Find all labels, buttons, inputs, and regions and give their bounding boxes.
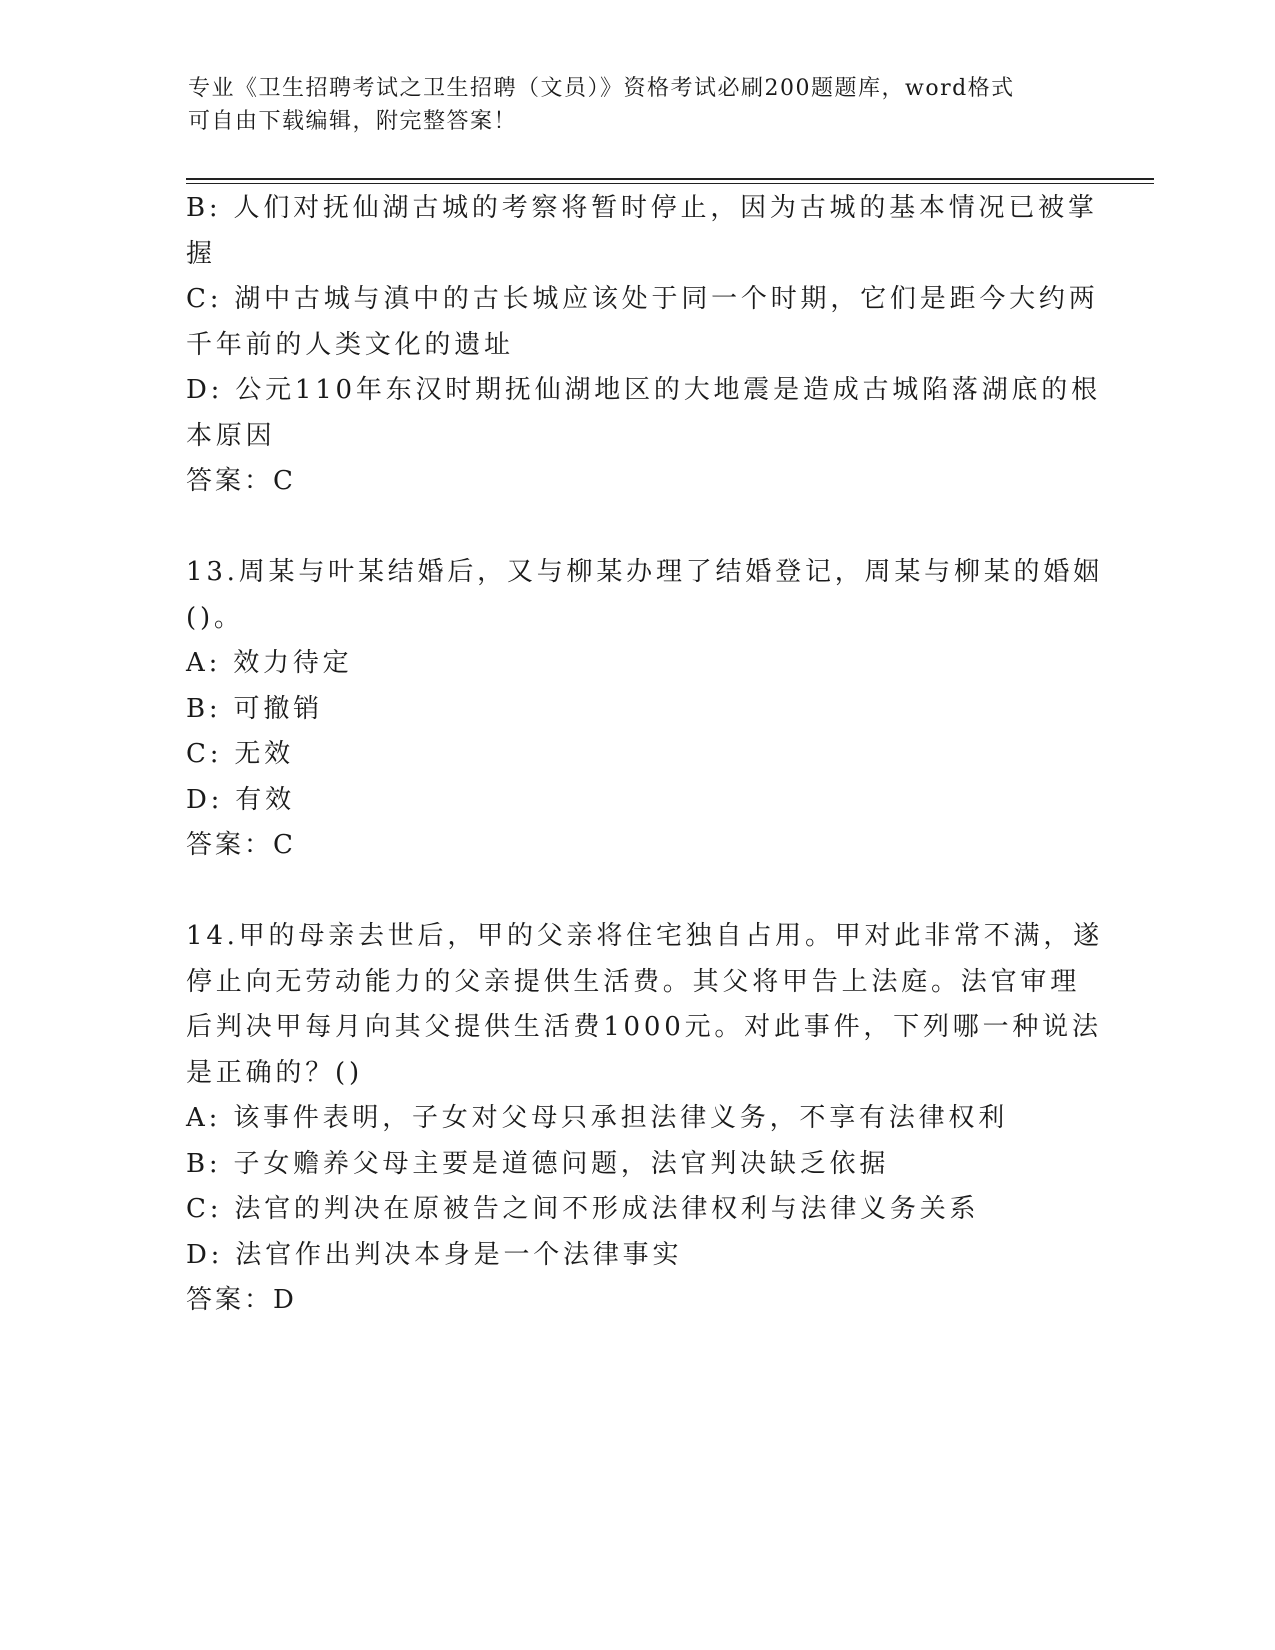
question-13 [186,550,1103,869]
spacer [186,869,1076,915]
option-b: B: 人们对抚仙湖古城的考察将暂时停止，因为古城的基本情况已被掌 [186,193,1098,223]
question-14 [186,914,1103,1324]
question-stem: 是正确的？() [186,1057,363,1088]
option-c: C: 无效 [186,739,294,769]
spacer [186,505,1076,551]
option-d: 本原因 [186,420,276,451]
option-b: B: 可撤销 [186,693,323,724]
header-line: 可自由下载编辑，附完整答案！ [188,109,518,134]
option-d: D: 法官作出判决本身是一个法律事实 [186,1239,683,1270]
option-d: D: 有效 [186,784,295,815]
page-header [188,72,1068,138]
answer-line: 答案：D [186,1285,297,1315]
option-a: A: 效力待定 [186,648,353,678]
answer-line: 答案：C [186,466,296,496]
header-line: 专业《卫生招聘考试之卫生招聘（文员）》资格考试必刷200题题库，word格式 [188,76,1015,101]
document-body [186,186,1103,1324]
option-b: 握 [186,238,216,269]
question-stem: 后判决甲每月向其父提供生活费1000元。对此事件，下列哪一种说法 [186,1012,1102,1042]
question-stem: 13.周某与叶某结婚后，又与柳某办理了结婚登记，周某与柳某的婚姻 [186,557,1103,587]
option-c: C: 湖中古城与滇中的古长城应该处于同一个时期，它们是距今大约两 [186,284,1099,314]
answer-line: 答案：C [186,830,296,860]
option-a: A: 该事件表明，子女对父母只承担法律义务，不享有法律权利 [186,1103,1009,1133]
option-c: 千年前的人类文化的遗址 [186,329,514,360]
header-divider [186,183,1154,184]
question-stem: 14.甲的母亲去世后，甲的父亲将住宅独自占用。甲对此非常不满，遂 [186,921,1103,951]
option-d: D: 公元110年东汉时期抚仙湖地区的大地震是造成古城陷落湖底的根 [186,375,1101,405]
question-12-continued [186,186,1101,505]
header-divider [186,178,1154,180]
question-stem: ()。 [186,602,244,633]
question-stem: 停止向无劳动能力的父亲提供生活费。其父将甲告上法庭。法官审理 [186,966,1081,997]
option-b: B: 子女赡养父母主要是道德问题，法官判决缺乏依据 [186,1148,890,1179]
option-c: C: 法官的判决在原被告之间不形成法律权利与法律义务关系 [186,1194,980,1224]
